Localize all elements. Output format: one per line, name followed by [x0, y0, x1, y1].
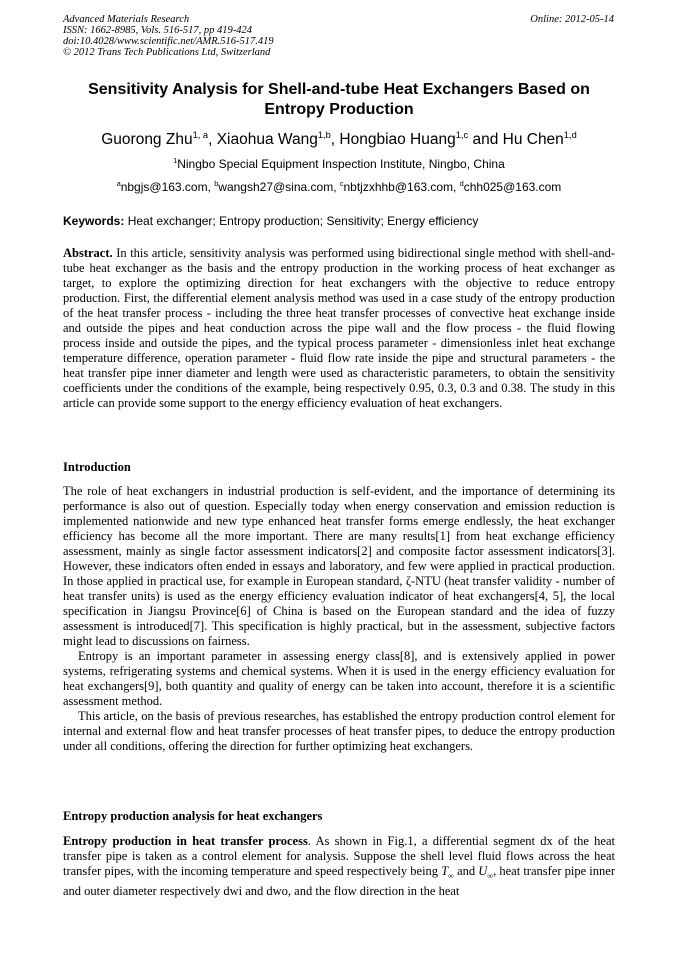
math-u-inf: $U_\infty$ — [478, 864, 494, 881]
email-list: $^a$nbgjs@163.com, $^b$wangsh27@sina.com, $^c$nbtjzxhhb@163.com, $^d$chh025@163.com — [116, 179, 562, 194]
author-sup: 1,c — [455, 129, 469, 140]
author-sup: 1,d — [563, 129, 577, 140]
keywords-label: Keywords: — [63, 214, 125, 228]
paragraph: Entropy production in heat transfer process. As shown in Fig.1, a differential segment dx of the heat transfer pipe is taken as a control element for analysis. Suppose the shell level fluid flows across the heat transfer pipes, with the incoming temperature and speed respectively being $T_\infty$ and $U_\infty$, heat transfer pipe inner and outer diameter respectively dwi and dwo, and the flow direction in the heat — [63, 834, 615, 898]
section-heading-entropy: Entropy production analysis for heat exchangers — [63, 809, 323, 823]
section-heading-introduction: Introduction — [63, 460, 131, 474]
paper-title: Sensitivity Analysis for Shell-and-tube Heat Exchangers Based on Entropy Production — [88, 81, 590, 118]
author-sup: 1,b — [317, 129, 331, 140]
email-link[interactable]: chh025@163.com — [463, 180, 562, 194]
email-link[interactable]: nbgjs@163.com — [120, 180, 208, 194]
introduction-body — [63, 484, 615, 754]
entropy-section-body — [63, 834, 615, 899]
author-sup: 1, a — [192, 129, 209, 140]
author-name: Hu Chen — [502, 131, 564, 148]
subsection-lead: Entropy production in heat transfer process — [63, 834, 308, 848]
copyright-line: © 2012 Trans Tech Publications Ltd, Switzerland — [63, 47, 271, 58]
online-date: Online: 2012-05-14 — [530, 14, 614, 25]
math-t-inf: $T_\infty$ — [441, 864, 454, 881]
journal-name: Advanced Materials Research — [63, 14, 190, 25]
author-name: Xiaohua Wang — [216, 131, 318, 148]
keywords-text: Heat exchanger; Entropy production; Sensitivity; Energy efficiency — [124, 214, 479, 228]
keywords — [63, 214, 615, 228]
author-list: Guorong Zhu$^{1, a}$, Xiaohua Wang$^{1,b}$, Hongbiao Huang$^{1,c}$ and Hu Chen$^{1,d}$ — [101, 129, 577, 148]
abstract-text: In this article, sensitivity analysis was performed using bidirectional single method with shell-and-tube heat exchanger as the basis and the entropy production in the working process of heat exchanger as target, to explore the optimizing direction for heat exchangers with the objective to reduce entropy production. First, the differential element analysis method was used in a case study of the entropy production of the heat transfer process - including the three heat transfer processes of convective heat exchange inside and outside the pipes and heat conduction across the pipe wall and the flow process - the fluid flowing process inside and outside the pipes, and the typical process parameter - dimensionless inlet heat exchange temperature difference, operation parameter - fluid flow rate inside the pipe and structural parameters - the heat transfer pipe inner diameter and length were used as characteristic parameters, to obtain the sensitivity coefficients under the conditions of the example, being respectively 0.95, 0.3, 0.3 and 0.38. The study in this article can provide some support to the energy efficiency evaluation of heat exchangers. — [63, 246, 615, 410]
journal-header — [63, 14, 274, 58]
paragraph: The role of heat exchangers in industrial production is self-evident, and the importance of determining its performance is also out of question. Especially today when energy conservation and emission reduction is implemented nationwide and new type enhanced heat transfer forms emerge endlessly, the heat exchanger efficiency has become all the more important. There are many results[1] from heat exchange efficiency assessment, mainly as single factor assessment indicators[2] and composite factor assessment indicators[3]. However, these indicators often ended in essays and laboratory, and few were applied in practical production. In those applied in practical use, for example in European standard, ζ-NTU (heat transfer validity - number of heat transfer units) is used as the energy efficiency evaluation indicator of heat exchangers[4, 5], the local specification in Jiangsu Province[6] of China is based on the European standard and the idea of fuzzy assessment is introduced[7]. This specification is highly practical, but in the assessment, subjective factors might lead to discussions on fairness. — [63, 484, 615, 648]
abstract — [63, 246, 615, 411]
abstract-label: Abstract. — [63, 246, 113, 260]
author-name: Hongbiao Huang — [339, 131, 456, 148]
issn-line: ISSN: 1662-8985, Vols. 516-517, pp 419-424 — [63, 25, 252, 36]
email-link[interactable]: nbtjzxhhb@163.com — [343, 180, 454, 194]
paragraph: This article, on the basis of previous researches, has established the entropy production control element for internal and external flow and heat transfer processes of heat transfer pipes, to deduce the entropy production under all conditions, offering the direction for further optimizing heat exchangers. — [63, 709, 615, 753]
paragraph: Entropy is an important parameter in assessing energy class[8], and is extensively applied in power systems, refrigerating systems and chemical systems. When it is used in the energy efficiency evaluation for heat exchangers[9], both quantity and quality of energy can be taken into account, therefore it is a scientific assessment method. — [63, 649, 615, 708]
email-link[interactable]: wangsh27@sina.com — [218, 180, 334, 194]
author-name: Guorong Zhu — [101, 131, 193, 148]
doi-line[interactable]: doi:10.4028/www.scientific.net/AMR.516-517.419 — [63, 36, 274, 47]
affiliation: $^1$Ningbo Special Equipment Inspection Institute, Ningbo, China — [173, 156, 505, 171]
